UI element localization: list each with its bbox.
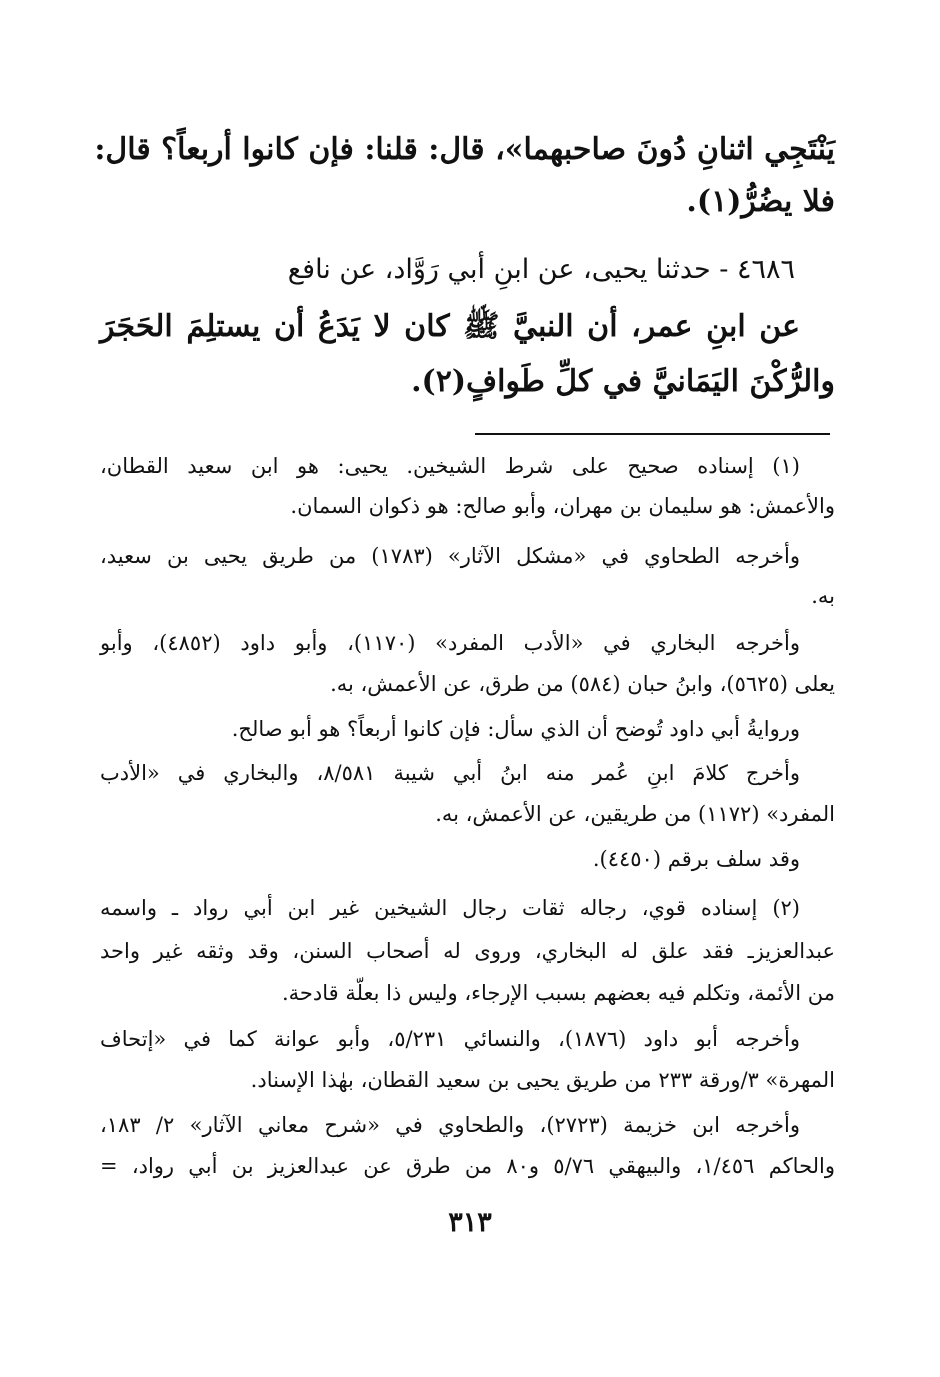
- footnote-line: من الأئمة، وتكلم فيه بعضهم بسبب الإرجاء، وليس ذا بعلّة قادحة.: [281, 981, 835, 1005]
- footnote-line: وروايةُ أبي داود تُوضح أن الذي سأل: فإن كانوا أربعاً؟ هو أبو صالح.: [231, 717, 800, 741]
- hadith-number-heading: ٤٦٨٦ - حدثنا يحيى، عن ابنِ أبي رَوَّاد، عن نافع: [287, 254, 795, 285]
- footnote-line: وأخرجه البخاري في «الأدب المفرد» (١١٧٠)، وأبو داود (٤٨٥٢)، وأبو: [100, 631, 801, 655]
- footnote-line: المفرد» (١١٧٢) من طريقين، عن الأعمش، به.: [435, 802, 835, 826]
- hadith-text-line: يَنْتَجِي اثنانِ دُونَ صاحبهما»، قال: قلنا: فإن كانوا أربعاً؟ قال:: [94, 132, 835, 167]
- hadith-text-line: فلا يضُرُّ(١).: [686, 184, 835, 219]
- footnote-line: والأعمش: هو سليمان بن مهران، وأبو صالح: هو ذكوان السمان.: [290, 494, 835, 518]
- footnote-line: (٢) إسناده قوي، رجاله ثقات رجال الشيخين غير ابن أبي رواد ـ واسمه: [100, 896, 800, 920]
- hadith-text-line: عن ابنِ عمر، أن النبيَّ ﷺ كان لا يَدَعُ أن يستلِمَ الحَجَرَ: [100, 309, 800, 344]
- page-number: ٣١٣: [448, 1207, 492, 1238]
- footnote-line: وأخرجه ابن خزيمة (٢٧٢٣)، والطحاوي في «شرح معاني الآثار» ٢/ ١٨٣،: [100, 1113, 801, 1137]
- footnote-line: وقد سلف برقم (٤٤٥٠).: [592, 847, 800, 871]
- footnote-line: (١) إسناده صحيح على شرط الشيخين. يحيى: هو ابن سعيد القطان،: [100, 454, 800, 478]
- footnote-line: يعلى (٥٦٢٥)، وابنُ حبان (٥٨٤) من طرق، عن الأعمش، به.: [330, 672, 835, 696]
- footnote-line: وأخرجه الطحاوي في «مشكل الآثار» (١٧٨٣) من طريق يحيى بن سعيد،: [100, 544, 801, 568]
- hadith-text-line: والرُّكْنَ اليَمَانيَّ في كلِّ طَوافٍ(٢).: [411, 364, 835, 399]
- footnote-line: وأخرج كلامَ ابنِ عُمر منه ابنُ أبي شيبة ٨/٥٨١، والبخاري في «الأدب: [100, 761, 800, 785]
- footnote-line: عبدالعزيزـ فقد علق له البخاري، وروى له أصحاب السنن، وقد وثقه غير واحد: [100, 939, 835, 963]
- footnote-line: به.: [811, 584, 835, 608]
- footnote-separator: [475, 433, 830, 435]
- footnote-line: والحاكم ١/٤٥٦، والبيهقي ٥/٧٦ و٨٠ من طرق عن عبدالعزيز بن أبي رواد، =: [100, 1154, 835, 1178]
- footnote-line: وأخرجه أبو داود (١٨٧٦)، والنسائي ٥/٢٣١، وأبو عوانة كما في «إتحاف: [100, 1027, 800, 1051]
- footnote-line: المهرة» ٣/ورقة ٢٣٣ من طريق يحيى بن سعيد القطان، بهٰذا الإسناد.: [250, 1068, 835, 1092]
